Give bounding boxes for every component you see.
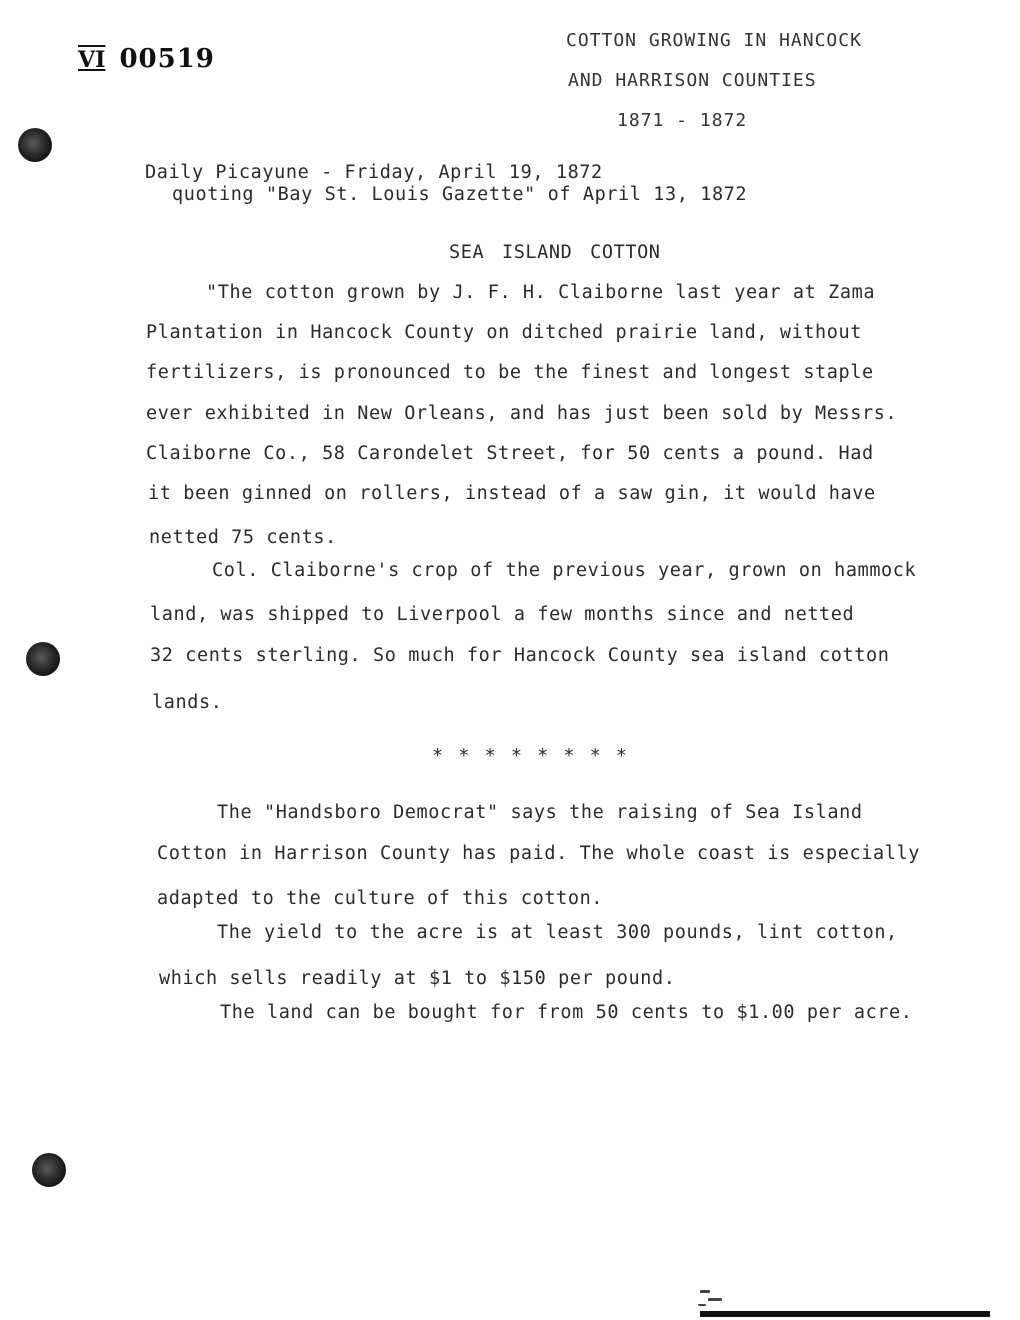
scan-speck <box>698 1304 706 1306</box>
article2-line: The yield to the acre is at least 300 pounds, lint cotton, <box>217 922 898 943</box>
article1-line: fertilizers, is pronounced to be the finest and longest staple <box>146 362 874 383</box>
scan-speck <box>700 1290 710 1293</box>
article2-line: adapted to the culture of this cotton. <box>157 888 604 909</box>
article2-line: The land can be bought for from 50 cents to $1.00 per acre. <box>220 1002 913 1023</box>
article1-line: lands. <box>152 692 223 713</box>
heading-line-1: COTTON GROWING IN HANCOCK <box>566 30 862 51</box>
article1-line: land, was shipped to Liverpool a few months since and netted <box>150 604 855 625</box>
article2-line: Cotton in Harrison County has paid. The whole coast is especially <box>157 843 920 864</box>
bottom-edge-mark <box>700 1311 990 1317</box>
document-id <box>78 44 215 74</box>
article1-line: "The cotton grown by J. F. H. Claiborne last year at Zama <box>206 282 876 303</box>
article1-line: it been ginned on rollers, instead of a saw gin, it would have <box>148 483 876 504</box>
source-line-1: Daily Picayune - Friday, April 19, 1872 <box>145 162 603 183</box>
article1-line: Plantation in Hancock County on ditched prairie land, without <box>146 322 863 343</box>
article1-line: ever exhibited in New Orleans, and has just been sold by Messrs. <box>146 403 898 424</box>
punch-hole-top <box>18 128 52 162</box>
article1-line: netted 75 cents. <box>149 527 337 548</box>
source-line-2: quoting "Bay St. Louis Gazette" of April 13, 1872 <box>172 184 748 205</box>
document-number: 00519 <box>119 44 215 74</box>
section-title: SEA ISLAND COTTON <box>449 242 661 263</box>
punch-hole-bottom <box>32 1153 66 1187</box>
article2-line: The "Handsboro Democrat" says the raising of Sea Island <box>217 802 863 823</box>
article1-line: 32 cents sterling. So much for Hancock County sea island cotton <box>150 645 890 666</box>
heading-years: 1871 - 1872 <box>617 110 748 131</box>
document-series: VI <box>78 47 106 73</box>
separator-asterisks: * * * * * * * * <box>432 746 630 767</box>
punch-hole-middle <box>26 642 60 676</box>
article2-line: which sells readily at $1 to $150 per pound. <box>159 968 676 989</box>
heading-line-2: AND HARRISON COUNTIES <box>568 70 817 91</box>
article1-line: Claiborne Co., 58 Carondelet Street, for 50 cents a pound. Had <box>146 443 874 464</box>
article1-line: Col. Claiborne's crop of the previous year, grown on hammock <box>212 560 917 581</box>
scan-speck <box>708 1298 722 1301</box>
